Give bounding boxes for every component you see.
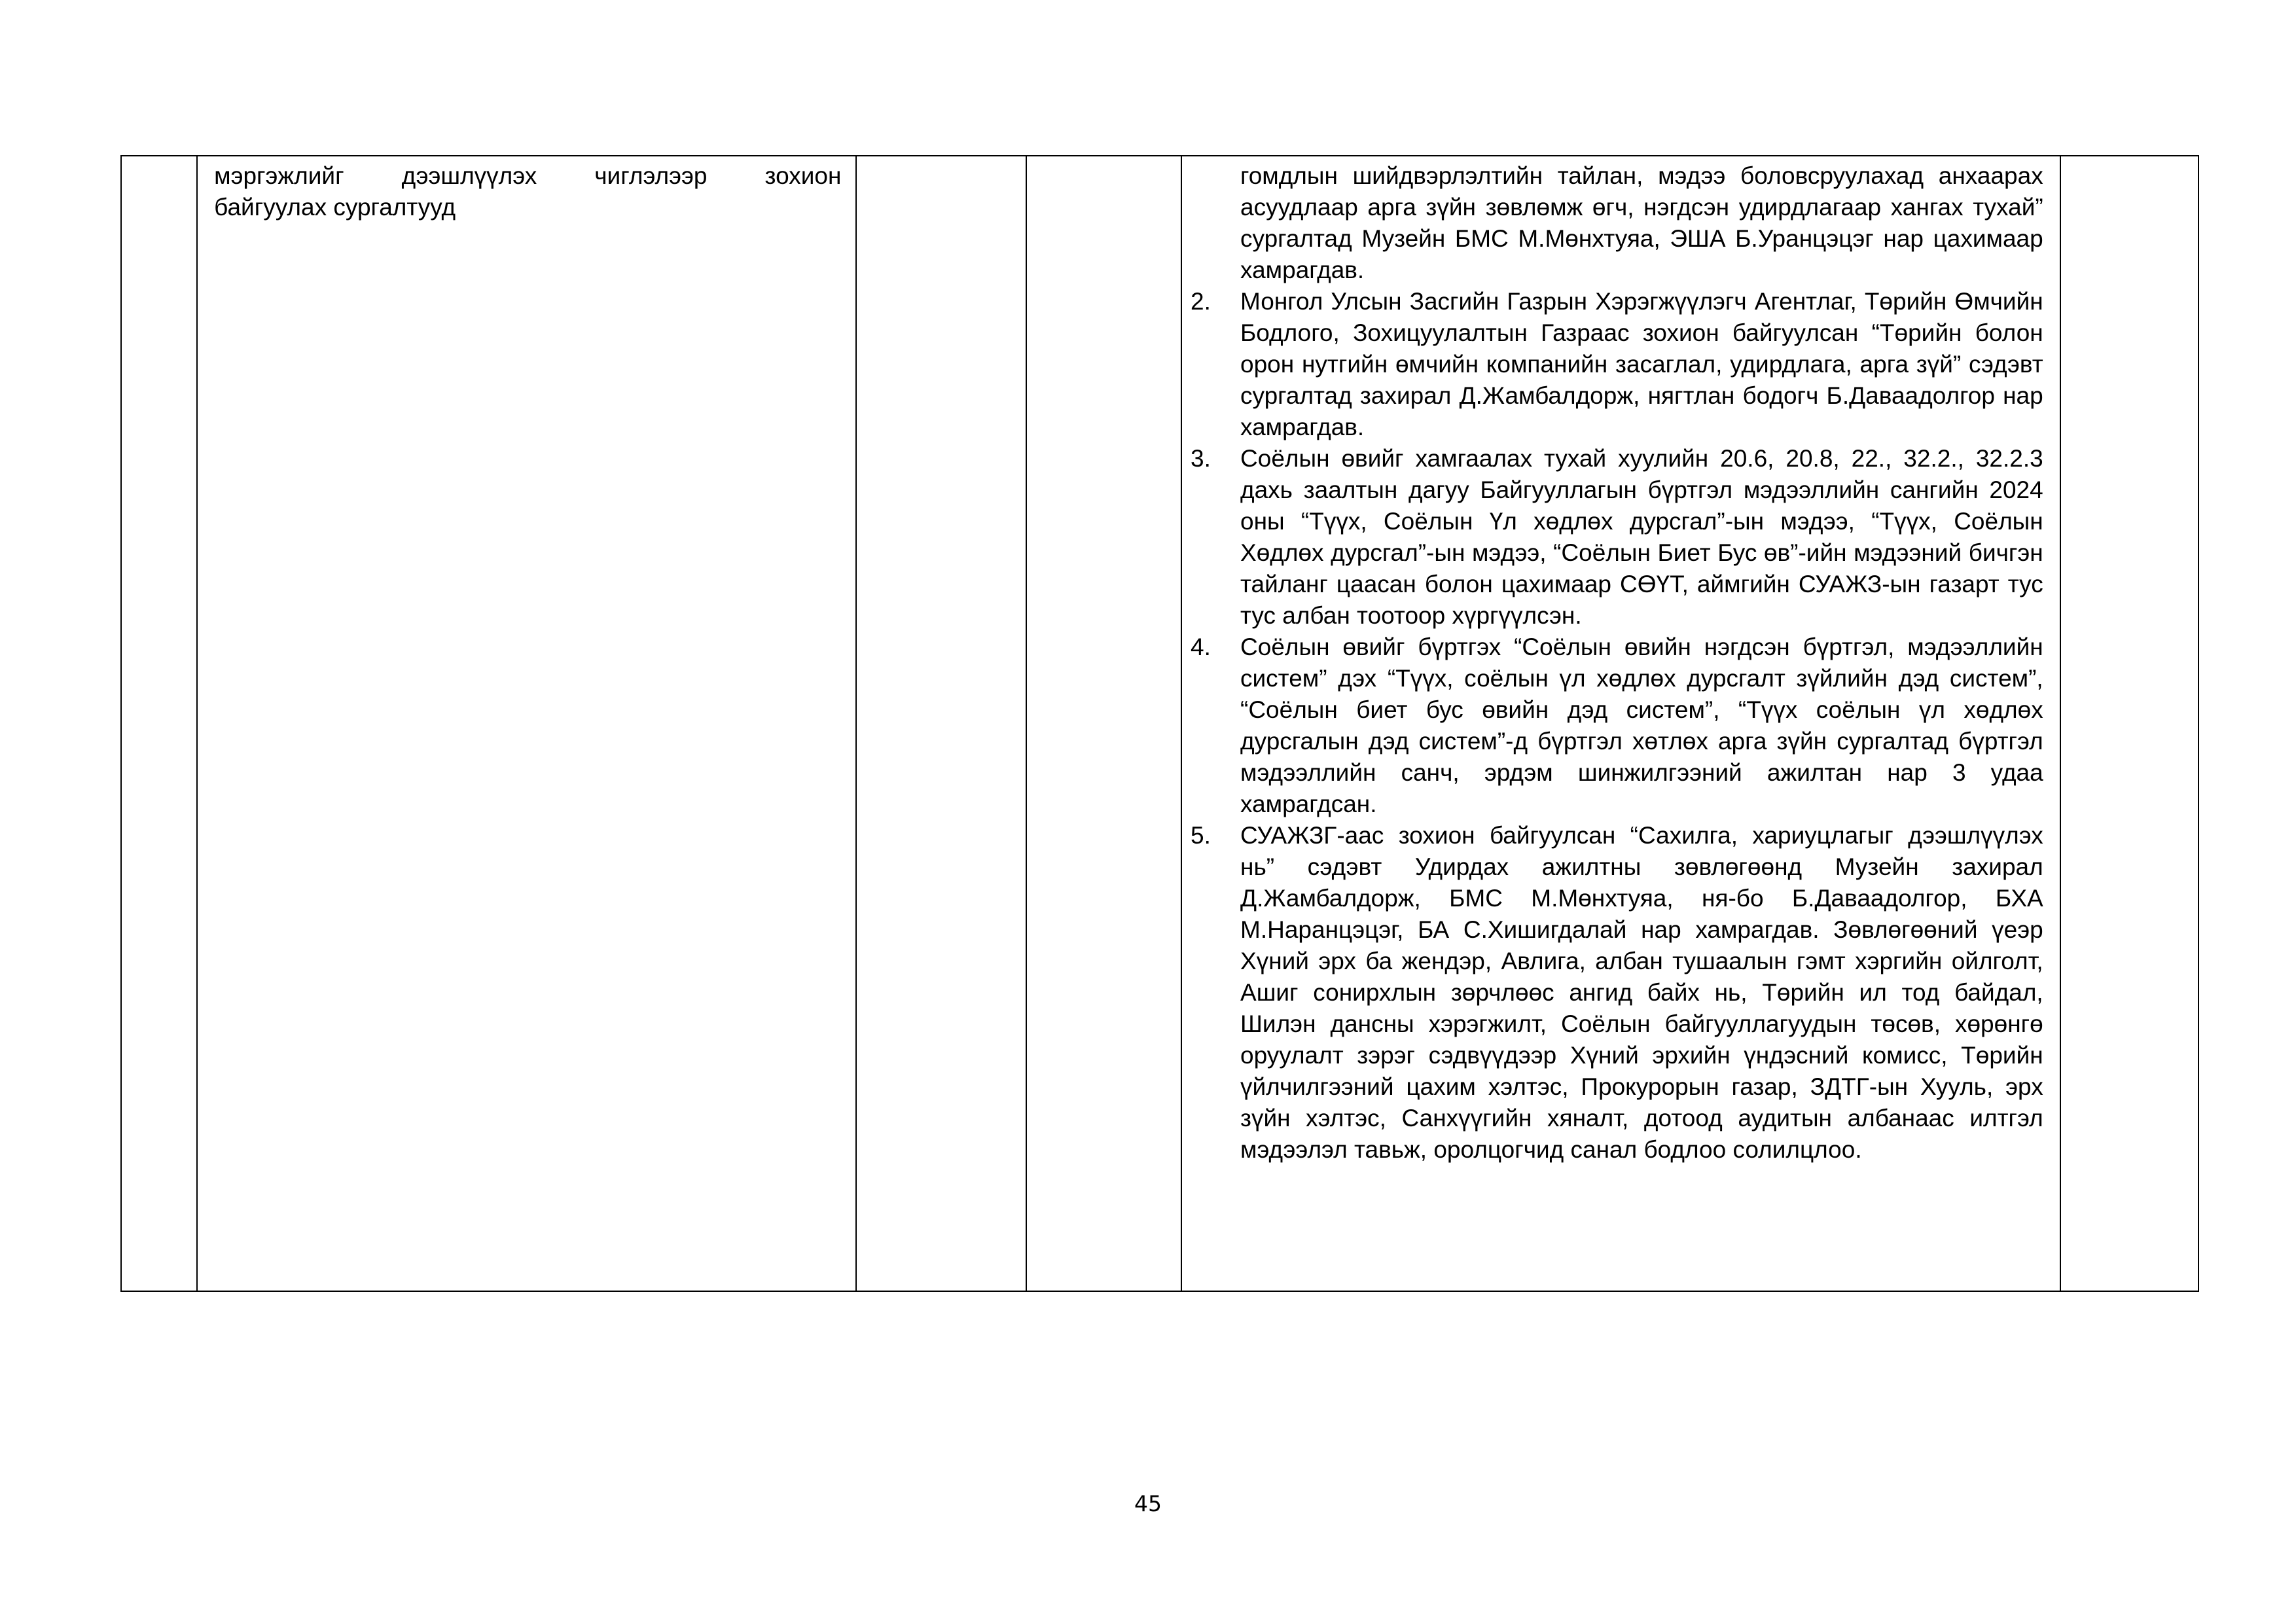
list-item-text: Монгол Улсын Засгийн Газрын Хэрэгжүүлэгч Агентлаг, Төрийн Өмчийн Бодлого, Зохицуулалтын Газраас зохион байгуулсан “Төрийн болон орон нутгийн өмчийн компанийн засаглал, удирдлага, арга зүй” сэдэвт сургалтад захирал Д.Жамбалдорж, нягтлан бодогч Б.Даваадолгор нар хамрагдав. bbox=[1240, 288, 2043, 440]
list-item bbox=[1191, 632, 2043, 820]
results-cell bbox=[1181, 156, 2060, 1291]
list-item-text: Соёлын өвийг бүртгэх “Соёлын өвийн нэгдсэн бүртгэл, мэдээллийн систем” дэх “Түүх, соёлын үл хөдлөх дурсгалт зүйлийн дэд систем”, “Соёлын биет бус өвийн дэд систем”, “Түүх соёлын үл хөдлөх дурсгалын дэд систем”-д бүртгэл хөтлөх арга зүйн сургалтад бүртгэл мэдээллийн санч, эрдэм шинжилгээний ажилтан нар 3 удаа хамрагдсан. bbox=[1240, 633, 2043, 817]
list-item-number: 2. bbox=[1191, 288, 1211, 315]
list-item-number: 5. bbox=[1191, 822, 1211, 849]
activity-text-line-1: мэргэжлийг дээшлүүлэх чиглэлээр зохион bbox=[214, 162, 842, 189]
index-cell bbox=[121, 156, 197, 1291]
activity-cell bbox=[197, 156, 856, 1291]
list-item-text: СУАЖЗГ-аас зохион байгуулсан “Сахилга, хариуцлагыг дээшлүүлэх нь” сэдэвт Удирдах ажилтны зөвлөгөөнд Музейн захирал Д.Жамбалдорж, БМС М.Мөнхтуяа, ня-бо Б.Даваадолгор, БХА М.Наранцэцэг, БА С.Хишигдалай нар хамрагдав. Зөвлөгөөний үеэр Хүний эрх ба жендэр, Авлига, албан тушаалын гэмт хэргийн ойлголт, Ашиг сонирхлын зөрчлөөс ангид байх нь, Төрийн ил тод байдал, Шилэн дансны хэрэгжилт, Соёлын байгууллагуудын төсөв, хөрөнгө оруулалт зэрэг сэдвүүдээр Хүний эрхийн үндэсний комисс, Төрийн үйлчилгээний цахим хэлтэс, Прокурорын газар, ЗДТГ-ын Хууль, эрх зүйн хэлтэс, Санхүүгийн хяналт, дотоод аудитын албанаас илтгэл мэдээлэл тавьж, оролцогчид санал бодлоо солилцлоо. bbox=[1240, 822, 2043, 1163]
activity-text-line-2: байгуулах сургалтууд bbox=[214, 194, 456, 221]
list-item bbox=[1191, 286, 2043, 443]
list-item bbox=[1191, 443, 2043, 632]
list-item-text: Соёлын өвийг хамгаалах тухай хуулийн 20.6, 20.8, 22., 32.2., 32.2.3 дахь заалтын дагуу Байгууллагын бүртгэл мэдээллийн сангийн 2024 оны “Түүх, Соёлын Үл хөдлөх дурсгал”-ын мэдээ, “Түүх, Соёлын Хөдлөх дурсгал”-ын мэдээ, “Соёлын Биет Бус өв”-ийн мэдээний бичгэн тайланг цаасан болон цахимаар СӨҮТ, аймгийн СУАЖЗ-ын газарт тус тус албан тоотоор хүргүүлсэн. bbox=[1240, 445, 2043, 629]
table-row bbox=[121, 156, 2198, 1291]
list-item-number: 4. bbox=[1191, 633, 1211, 660]
page-number: 45 bbox=[1134, 1491, 1162, 1516]
report-table bbox=[120, 155, 2199, 1292]
empty-cell-4 bbox=[1026, 156, 1181, 1291]
continued-paragraph: гомдлын шийдвэрлэлтийн тайлан, мэдээ боловсруулахад анхаарах асуудлаар арга зүйн зөвлөмж өгч, нэгдсэн удирдлагаар хангах тухай” сургалтад Музейн БМС М.Мөнхтуяа, ЭША Б.Уранцэцэг нар цахимаар хамрагдав. bbox=[1240, 162, 2043, 283]
empty-cell-3 bbox=[856, 156, 1026, 1291]
list-item bbox=[1191, 820, 2043, 1166]
remarks-cell bbox=[2060, 156, 2198, 1291]
list-item-number: 3. bbox=[1191, 445, 1211, 472]
